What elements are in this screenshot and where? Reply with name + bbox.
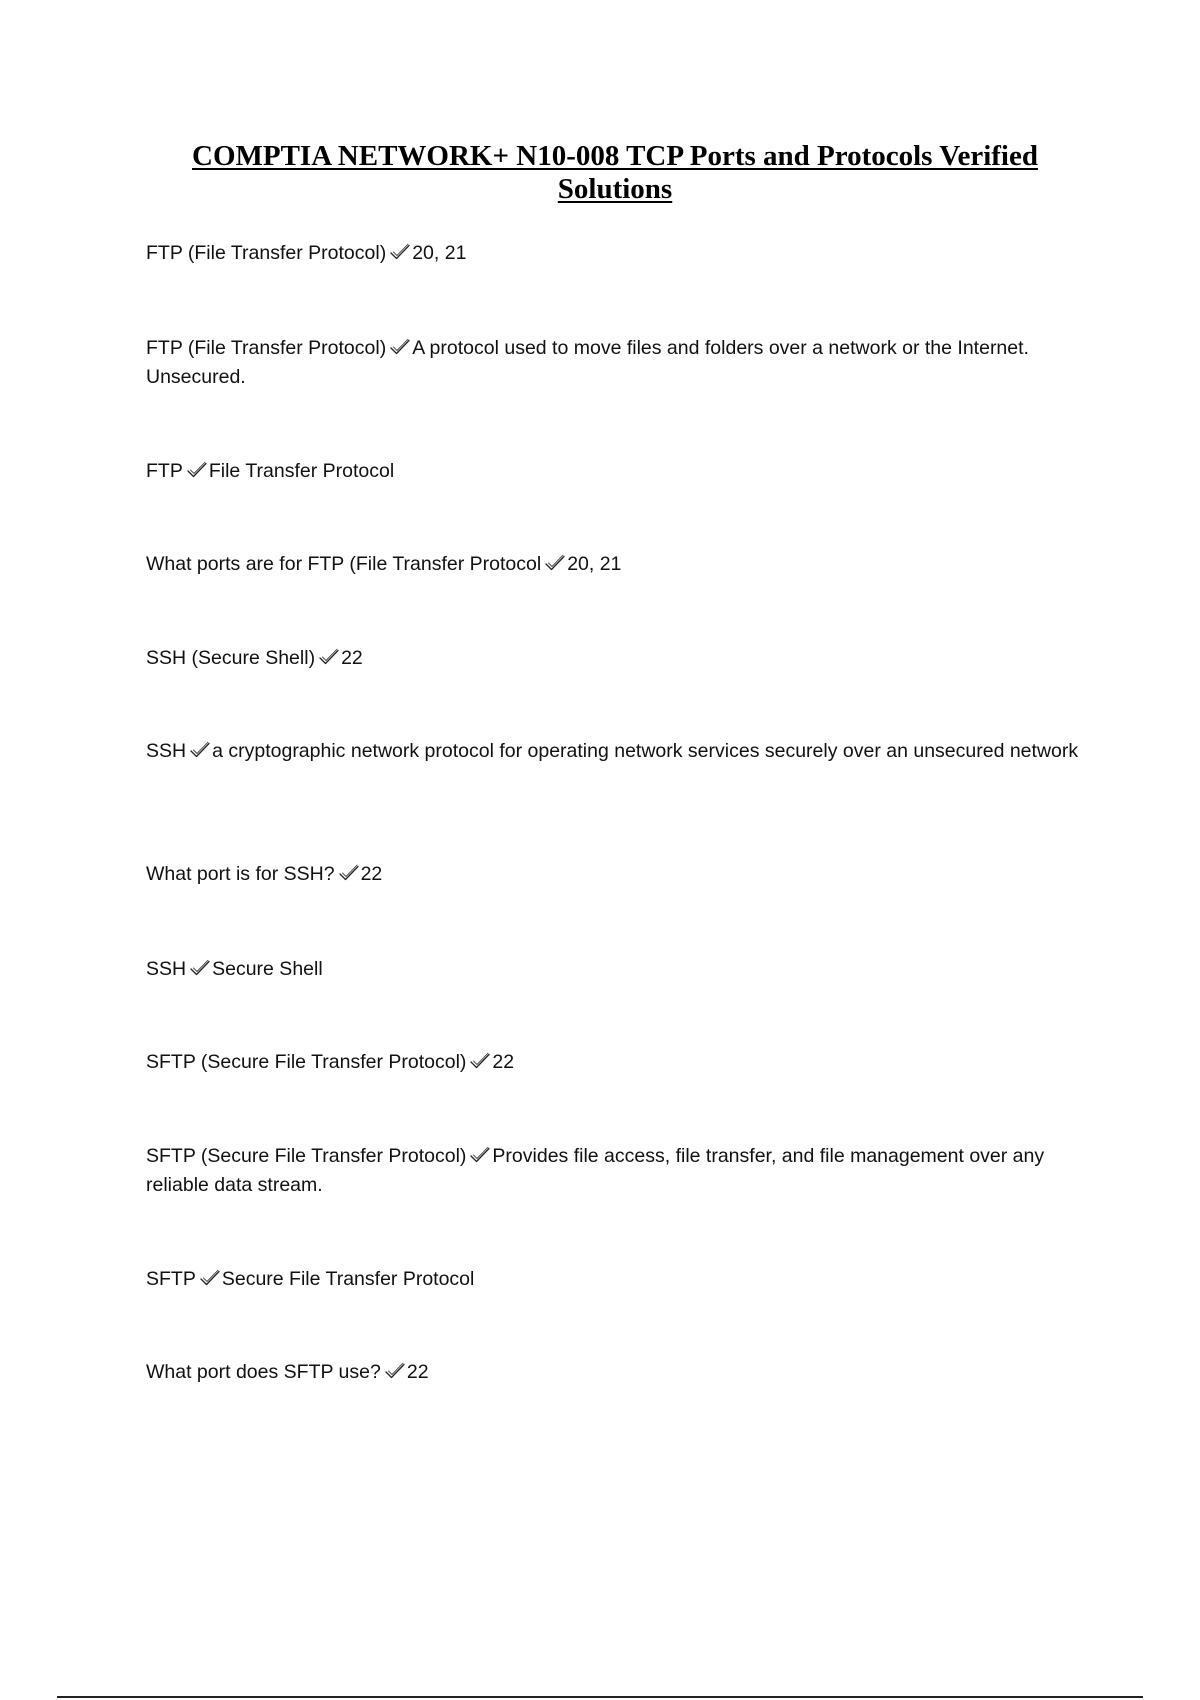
checkmark-icon xyxy=(189,741,211,759)
qa-entry xyxy=(146,457,1096,486)
entry-answer: Secure File Transfer Protocol xyxy=(221,1268,475,1290)
checkmark-icon xyxy=(389,338,411,356)
entry-term: SFTP (Secure File Transfer Protocol) xyxy=(146,1145,467,1167)
checkmark-icon xyxy=(318,648,340,666)
entry-answer: 22 xyxy=(360,863,383,885)
checkmark-icon xyxy=(199,1269,221,1287)
entry-term: What port does SFTP use? xyxy=(146,1361,381,1383)
checkmark-icon xyxy=(469,1146,491,1164)
entry-term: SSH xyxy=(146,740,187,762)
entry-answer: File Transfer Protocol xyxy=(208,460,395,482)
qa-entry xyxy=(146,1048,1096,1077)
qa-entry xyxy=(146,644,1096,673)
entry-answer: 20, 21 xyxy=(567,553,622,575)
qa-entry xyxy=(146,239,1096,268)
qa-entry xyxy=(146,860,1096,889)
qa-entry xyxy=(146,1265,1096,1294)
entry-term: FTP xyxy=(146,460,183,482)
document-title: COMPTIA NETWORK+ N10-008 TCP Ports and Protocols Verified Solutions xyxy=(192,140,1038,205)
entry-term: What port is for SSH? xyxy=(146,863,335,885)
entry-answer: 20, 21 xyxy=(412,242,467,264)
entry-term: FTP (File Transfer Protocol) xyxy=(146,337,387,359)
checkmark-icon xyxy=(189,959,211,977)
footer-divider xyxy=(57,1696,1143,1698)
checkmark-icon xyxy=(389,243,411,261)
qa-entry xyxy=(146,1358,1096,1387)
qa-entry xyxy=(146,737,1096,766)
checkmark-icon xyxy=(469,1052,491,1070)
entry-term: SSH xyxy=(146,958,187,980)
entry-term: SFTP (Secure File Transfer Protocol) xyxy=(146,1051,467,1073)
entry-term: What ports are for FTP (File Transfer Protocol xyxy=(146,553,542,575)
entry-answer: Provides file access, file transfer, and file management over any reliable data stream. xyxy=(146,1145,1045,1196)
checkmark-icon xyxy=(186,461,208,479)
entry-answer: a cryptographic network protocol for operating network services securely over an unsecured network xyxy=(212,740,1079,762)
entry-answer: 22 xyxy=(341,647,363,669)
qa-entry xyxy=(146,955,1096,984)
entry-answer: 22 xyxy=(406,1361,429,1383)
entry-answer: Secure Shell xyxy=(212,958,323,980)
qa-entry xyxy=(146,334,1096,392)
entry-term: SSH (Secure Shell) xyxy=(146,647,316,669)
qa-entry xyxy=(146,550,1096,579)
checkmark-icon xyxy=(544,554,566,572)
entry-answer: A protocol used to move files and folders over a network or the Internet. Unsecured. xyxy=(146,337,1029,388)
entry-answer: 22 xyxy=(492,1051,515,1073)
entry-term: FTP (File Transfer Protocol) xyxy=(146,242,387,264)
checkmark-icon xyxy=(384,1362,406,1380)
checkmark-icon xyxy=(338,864,360,882)
entry-term: SFTP xyxy=(146,1268,196,1290)
qa-entry xyxy=(146,1142,1096,1200)
